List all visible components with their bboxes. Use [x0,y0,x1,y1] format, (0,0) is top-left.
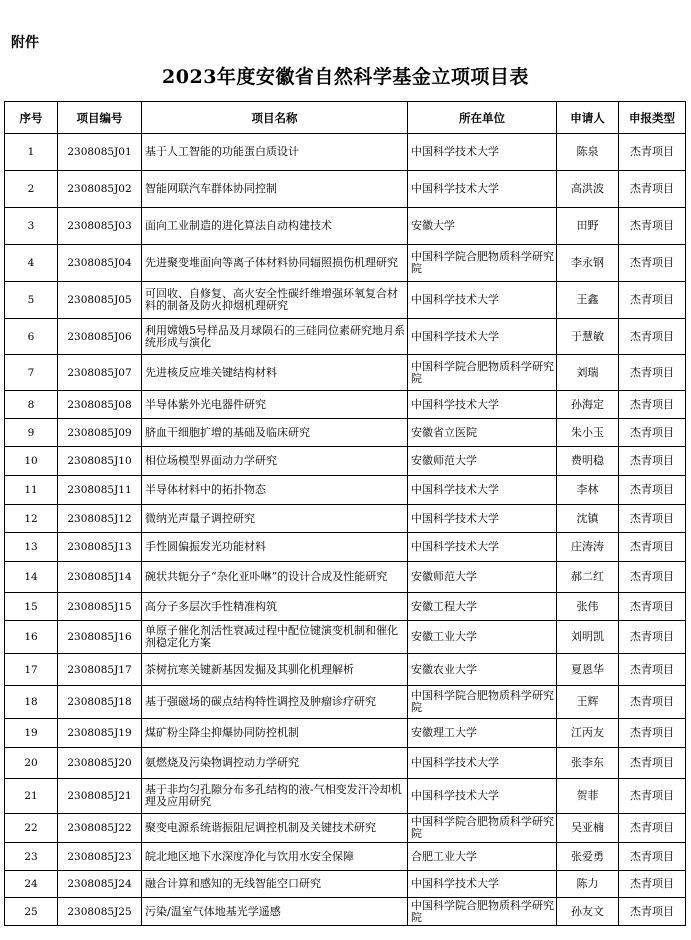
table-row [5,814,686,843]
project-type: 杰青项目 [619,871,686,898]
project-name: 智能网联汽车群体协同控制 [142,171,408,208]
applicant: 李永钢 [557,245,619,282]
project-type: 杰青项目 [619,654,686,686]
row-number: 19 [5,719,58,748]
institution: 安徽大学 [408,208,557,245]
row-number: 6 [5,319,58,355]
project-name: 先进核反应堆关键结构材料 [142,355,408,391]
institution: 中国科学院合肥物质科学研究院 [408,355,557,391]
applicant: 孙海定 [557,391,619,419]
project-code: 2308085J16 [58,621,142,654]
page-title: 2023年度安徽省自然科学基金立项项目表 [162,66,529,88]
project-name: 面向工业制造的进化算法自动构建技术 [142,208,408,245]
project-code: 2308085J07 [58,355,142,391]
project-type: 杰青项目 [619,719,686,748]
institution: 合肥工业大学 [408,843,557,871]
row-number: 21 [5,779,58,814]
project-type: 杰青项目 [619,779,686,814]
row-number: 23 [5,843,58,871]
project-type: 杰青项目 [619,593,686,621]
project-name: 脐血干细胞扩增的基础及临床研究 [142,419,408,447]
project-code: 2308085J12 [58,505,142,533]
applicant: 高洪波 [557,171,619,208]
table-row [5,843,686,871]
row-number: 16 [5,621,58,654]
table-row [5,319,686,355]
institution: 安徽省立医院 [408,419,557,447]
applicant: 江丙友 [557,719,619,748]
project-code: 2308085J13 [58,533,142,562]
project-type: 杰青项目 [619,282,686,319]
project-name: 基于强磁场的碳点结构特性调控及肿瘤诊疗研究 [142,686,408,719]
project-type: 杰青项目 [619,748,686,779]
table-row [5,621,686,654]
table-row [5,245,686,282]
institution: 中国科学院合肥物质科学研究院 [408,814,557,843]
project-type: 杰青项目 [619,355,686,391]
row-number: 25 [5,898,58,926]
institution: 安徽农业大学 [408,654,557,686]
project-type: 杰青项目 [619,208,686,245]
project-code: 2308085J25 [58,898,142,926]
institution: 中国科学技术大学 [408,871,557,898]
table-row [5,134,686,171]
table-row [5,419,686,447]
project-name: 煤矿粉尘降尘抑爆协同防控机制 [142,719,408,748]
applicant: 陈泉 [557,134,619,171]
applicant: 于慧敏 [557,319,619,355]
project-name: 聚变电源系统谐振阻尼调控机制及关键技术研究 [142,814,408,843]
institution: 中国科学技术大学 [408,391,557,419]
table-row [5,871,686,898]
row-number: 24 [5,871,58,898]
project-name: 茶树抗寒关键新基因发掘及其驯化机理解析 [142,654,408,686]
table-row [5,505,686,533]
project-type: 杰青项目 [619,843,686,871]
institution: 中国科学院合肥物质科学研究院 [408,686,557,719]
project-type: 杰青项目 [619,621,686,654]
institution: 中国科学技术大学 [408,134,557,171]
project-name: 可回收、自修复、高火安全性碳纤维增强环氧复合材料的制备及防火抑烟机理研究 [142,282,408,319]
project-code: 2308085J06 [58,319,142,355]
project-name: 融合计算和感知的无线智能空口研究 [142,871,408,898]
project-type: 杰青项目 [619,505,686,533]
table-header-row [5,102,686,134]
institution: 中国科学技术大学 [408,505,557,533]
table-row [5,476,686,505]
table-row [5,593,686,621]
applicant: 刘明凯 [557,621,619,654]
project-code: 2308085J17 [58,654,142,686]
project-code: 2308085J15 [58,593,142,621]
applicant: 李林 [557,476,619,505]
project-type: 杰青项目 [619,533,686,562]
institution: 中国科学院合肥物质科学研究院 [408,245,557,282]
project-type: 杰青项目 [619,686,686,719]
project-name: 氨燃烧及污染物调控动力学研究 [142,748,408,779]
applicant: 郝二红 [557,562,619,593]
project-code: 2308085J04 [58,245,142,282]
project-code: 2308085J19 [58,719,142,748]
row-number: 22 [5,814,58,843]
applicant: 孙友文 [557,898,619,926]
applicant: 田野 [557,208,619,245]
institution: 安徽理工大学 [408,719,557,748]
table-row [5,208,686,245]
row-number: 15 [5,593,58,621]
project-name: 基于人工智能的功能蛋白质设计 [142,134,408,171]
institution: 安徽工程大学 [408,593,557,621]
project-name: 先进聚变堆面向等离子体材料协同辐照损伤机理研究 [142,245,408,282]
project-name: 碗状共轭分子“杂化亚卟啉”的设计合成及性能研究 [142,562,408,593]
table-row [5,391,686,419]
project-name: 单原子催化剂活性衰减过程中配位键演变机制和催化剂稳定化方案 [142,621,408,654]
project-code: 2308085J03 [58,208,142,245]
row-number: 14 [5,562,58,593]
row-number: 8 [5,391,58,419]
table-row [5,533,686,562]
row-number: 2 [5,171,58,208]
institution: 中国科学技术大学 [408,319,557,355]
row-number: 5 [5,282,58,319]
project-code: 2308085J05 [58,282,142,319]
institution: 中国科学技术大学 [408,282,557,319]
project-code: 2308085J09 [58,419,142,447]
row-number: 4 [5,245,58,282]
institution: 安徽工业大学 [408,621,557,654]
table-row [5,686,686,719]
applicant: 夏恩华 [557,654,619,686]
project-code: 2308085J01 [58,134,142,171]
applicant: 费明稳 [557,447,619,476]
project-code: 2308085J24 [58,871,142,898]
project-type: 杰青项目 [619,171,686,208]
applicant: 贺菲 [557,779,619,814]
project-type: 杰青项目 [619,814,686,843]
applicant: 陈力 [557,871,619,898]
row-number: 12 [5,505,58,533]
table-row [5,355,686,391]
row-number: 10 [5,447,58,476]
project-table [4,101,686,926]
project-code: 2308085J10 [58,447,142,476]
applicant: 吴亚楠 [557,814,619,843]
column-header-no: 序号 [5,102,58,134]
table-row [5,447,686,476]
applicant: 张爱勇 [557,843,619,871]
table-row [5,654,686,686]
institution: 安徽师范大学 [408,562,557,593]
project-code: 2308085J08 [58,391,142,419]
row-number: 9 [5,419,58,447]
applicant: 王鑫 [557,282,619,319]
project-code: 2308085J20 [58,748,142,779]
row-number: 13 [5,533,58,562]
column-header-name: 项目名称 [142,102,408,134]
project-name: 基于非均匀孔隙分布多孔结构的液-气相变发汗冷却机理及应用研究 [142,779,408,814]
row-number: 1 [5,134,58,171]
project-type: 杰青项目 [619,419,686,447]
institution: 安徽师范大学 [408,447,557,476]
project-type: 杰青项目 [619,562,686,593]
table-row [5,171,686,208]
table-row [5,748,686,779]
project-code: 2308085J22 [58,814,142,843]
attachment-label: 附件 [11,35,39,51]
project-code: 2308085J18 [58,686,142,719]
project-name: 皖北地区地下水深度净化与饮用水安全保障 [142,843,408,871]
column-header-applicant: 申请人 [557,102,619,134]
row-number: 17 [5,654,58,686]
institution: 中国科学技术大学 [408,533,557,562]
institution: 中国科学技术大学 [408,748,557,779]
institution: 中国科学院合肥物质科学研究院 [408,898,557,926]
applicant: 王辉 [557,686,619,719]
row-number: 3 [5,208,58,245]
table-row [5,779,686,814]
project-type: 杰青项目 [619,476,686,505]
table-row [5,898,686,926]
project-code: 2308085J11 [58,476,142,505]
applicant: 沈镇 [557,505,619,533]
institution: 中国科学技术大学 [408,779,557,814]
project-name: 利用嫦娥5号样品及月球陨石的三硅同位素研究地月系统形成与演化 [142,319,408,355]
applicant: 张伟 [557,593,619,621]
row-number: 18 [5,686,58,719]
applicant: 朱小玉 [557,419,619,447]
applicant: 刘瑞 [557,355,619,391]
table-row [5,562,686,593]
project-code: 2308085J14 [58,562,142,593]
project-name: 微纳光声量子调控研究 [142,505,408,533]
project-type: 杰青项目 [619,134,686,171]
column-header-type: 申报类型 [619,102,686,134]
row-number: 7 [5,355,58,391]
applicant: 庄涛涛 [557,533,619,562]
project-type: 杰青项目 [619,898,686,926]
project-name: 手性圆偏振发光功能材料 [142,533,408,562]
project-code: 2308085J23 [58,843,142,871]
project-type: 杰青项目 [619,391,686,419]
project-type: 杰青项目 [619,319,686,355]
project-name: 半导体材料中的拓扑物态 [142,476,408,505]
column-header-unit: 所在单位 [408,102,557,134]
applicant: 张李东 [557,748,619,779]
table-row [5,282,686,319]
project-name: 相位场模型界面动力学研究 [142,447,408,476]
institution: 中国科学技术大学 [408,171,557,208]
column-header-code: 项目编号 [58,102,142,134]
project-code: 2308085J02 [58,171,142,208]
project-type: 杰青项目 [619,447,686,476]
project-name: 半导体紫外光电器件研究 [142,391,408,419]
project-type: 杰青项目 [619,245,686,282]
institution: 中国科学技术大学 [408,476,557,505]
row-number: 20 [5,748,58,779]
project-code: 2308085J21 [58,779,142,814]
project-name: 污染/温室气体地基光学遥感 [142,898,408,926]
row-number: 11 [5,476,58,505]
project-name: 高分子多层次手性精准构筑 [142,593,408,621]
table-row [5,719,686,748]
